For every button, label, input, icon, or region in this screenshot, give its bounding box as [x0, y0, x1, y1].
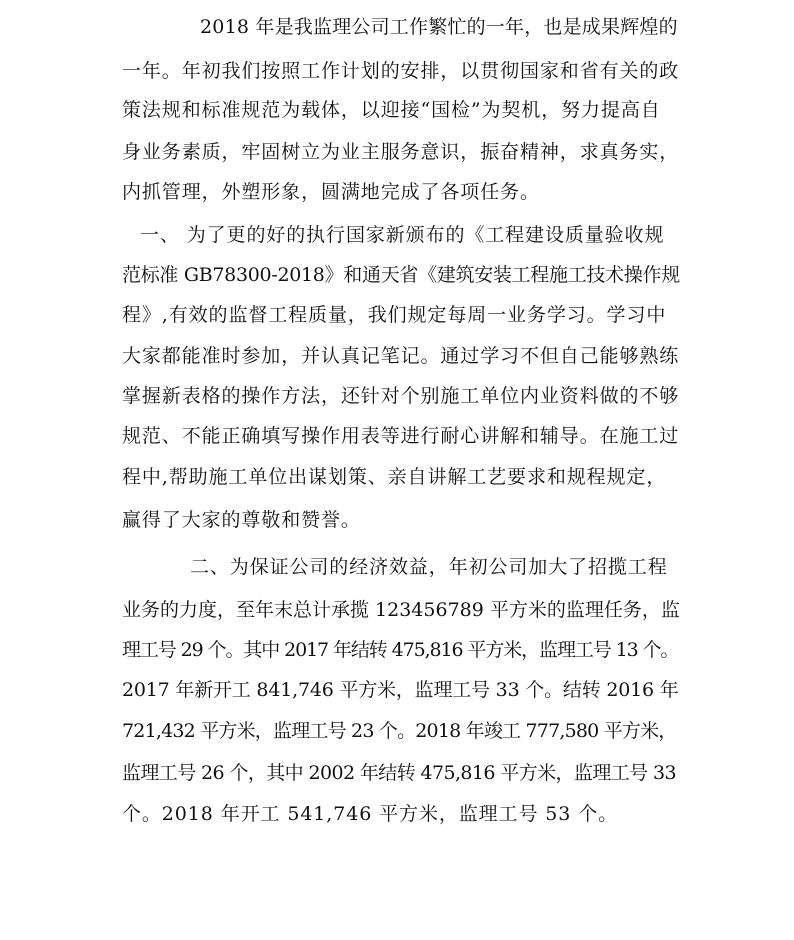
paragraph-3-line-7: 个。2018 年开工 541,746 平方米，监理工号 53 个。: [122, 803, 618, 825]
paragraph-3-line-2: 业务的力度，至年末总计承揽 123456789 平方米的监理任务，监: [122, 599, 680, 621]
paragraph-3-line-3: 理工号 29 个。其中 2017 年结转 475,816 平方米，监理工号 13 个。: [122, 639, 679, 661]
paragraph-3-line-5: 721,432 平方米，监理工号 23 个。2018 年竣工 777,580 平方米，: [122, 720, 677, 742]
paragraph-3-line-1: 二、为保证公司的经济效益，年初公司加大了招揽工程: [190, 556, 668, 578]
paragraph-2-line-5: 掌握新表格的操作方法，还针对个别施工单位内业资料做的不够: [122, 385, 680, 407]
paragraph-3-line-6: 监理工号 26 个，其中 2002 年结转 475,816 平方米，监理工号 33: [122, 762, 676, 784]
paragraph-2-line-4: 大家都能准时参加，并认真记笔记。通过学习不但自己能够熟练: [122, 345, 680, 367]
paragraph-2-line-1: 一、 为了更的好的执行国家新颁布的《工程建设质量验收规: [140, 224, 665, 246]
paragraph-1-line-1: 2018 年是我监理公司工作繁忙的一年，也是成果辉煌的: [200, 16, 678, 38]
paragraph-1-line-5: 内抓管理，外塑形象，圆满地完成了各项任务。: [122, 181, 540, 203]
paragraph-1-line-2: 一年。年初我们按照工作计划的安排，以贯彻国家和省有关的政: [122, 60, 680, 82]
paragraph-2-line-8: 赢得了大家的尊敬和赞誉。: [122, 509, 361, 531]
paragraph-1-line-4: 身业务素质，牢固树立为业主服务意识，振奋精神，求真务实，: [122, 141, 680, 163]
paragraph-3-line-4: 2017 年新开工 841,746 平方米，监理工号 33 个。结转 2016 年: [122, 679, 679, 701]
paragraph-2-line-2: 范标准 GB78300-2018》和通天省《建筑安装工程施工技术操作规: [122, 264, 680, 286]
paragraph-2-line-6: 规范、不能正确填写操作用表等进行耐心讲解和辅导。在施工过: [122, 425, 680, 447]
paragraph-1-line-3: 策法规和标准规范为载体，以迎接“国检”为契机，努力提高自: [122, 99, 661, 121]
paragraph-2-line-3: 程》,有效的监督工程质量，我们规定每周一业务学习。学习中: [122, 304, 667, 326]
paragraph-2-line-7: 程中,帮助施工单位出谋划策、亲自讲解工艺要求和规程规定，: [122, 466, 667, 488]
